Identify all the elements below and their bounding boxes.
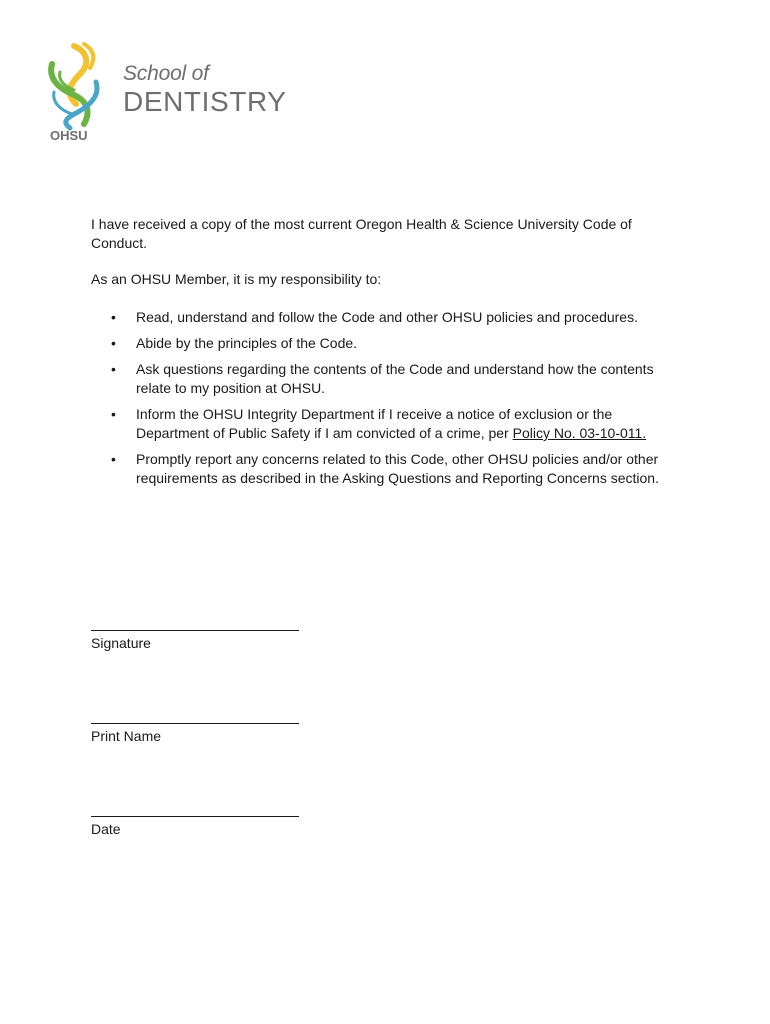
list-item (91, 405, 681, 443)
date-label: Date (91, 821, 121, 837)
print-name-field (91, 715, 299, 745)
responsibility-paragraph: As an OHSU Member, it is my responsibility to: (91, 271, 382, 287)
intro-paragraph: I have received a copy of the most current Oregon Health & Science University Code of Conduct. (91, 216, 632, 251)
list-item-text: Inform the OHSU Integrity Department if I receive a notice of exclusion or the Department of Public Safety if I am convicted of a crime, per (136, 406, 613, 441)
signature-line[interactable] (91, 622, 299, 631)
ohsu-dentistry-logo (44, 42, 314, 144)
bullet-icon: • (111, 451, 116, 467)
list-item-text: Ask questions regarding the contents of the Code and understand how the contents relate to my position at OHSU. (136, 361, 654, 396)
bullet-icon: • (111, 335, 116, 351)
signature-field (91, 622, 299, 652)
signature-label: Signature (91, 635, 151, 651)
list-item (91, 334, 681, 353)
list-item-text: Promptly report any concerns related to this Code, other OHSU policies and/or other requirements as described in the Asking Questions and Reporting Concerns section. (136, 451, 659, 486)
list-item (91, 450, 681, 488)
bullet-icon: • (111, 309, 116, 325)
ohsu-wordmark: OHSU (50, 128, 88, 143)
list-item (91, 360, 681, 398)
policy-link[interactable]: Policy No. 03-10-011. (512, 425, 647, 441)
logo-dentistry: DENTISTRY (123, 86, 287, 117)
responsibility-list (91, 308, 681, 488)
print-name-line[interactable] (91, 715, 299, 724)
ohsu-helix-logo-icon (44, 42, 106, 144)
bullet-icon: • (111, 406, 116, 422)
logo-school-of: School of (123, 62, 209, 85)
document-body (91, 215, 681, 495)
print-name-label: Print Name (91, 728, 162, 744)
list-item (91, 308, 681, 327)
list-item-text: Read, understand and follow the Code and other OHSU policies and procedures. (136, 309, 638, 325)
list-item-text: Abide by the principles of the Code. (136, 335, 358, 351)
date-field (91, 808, 299, 838)
date-line[interactable] (91, 808, 299, 817)
bullet-icon: • (111, 361, 116, 377)
